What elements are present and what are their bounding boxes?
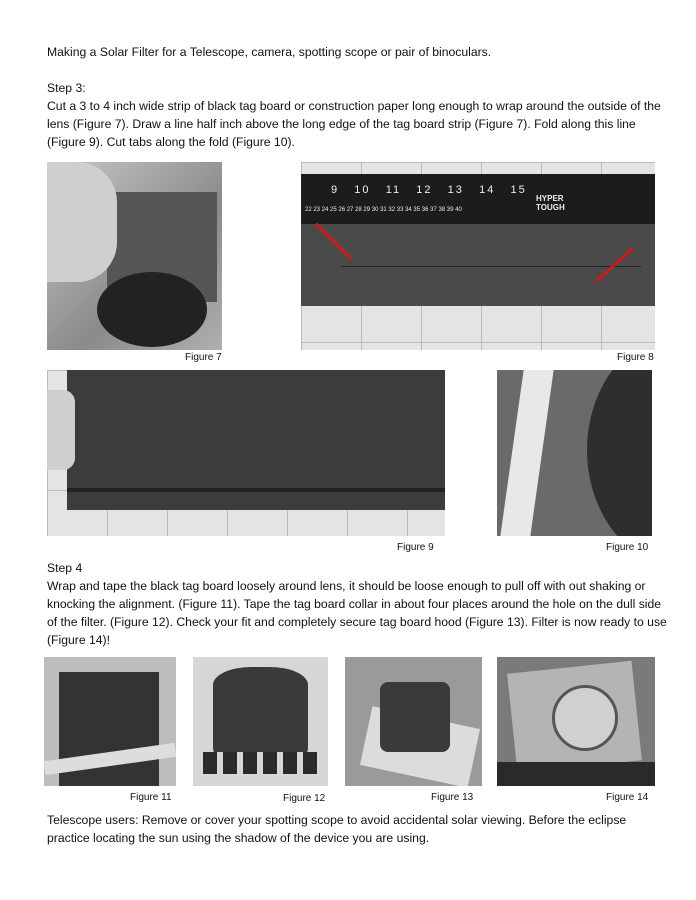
- figure-7-caption: Figure 7: [185, 352, 222, 363]
- ruler-cm-marks: 22 23 24 25 26 27 28 29 30 31 32 33 34 35 36 37 38 39 40: [305, 207, 462, 213]
- figure-11-image: [44, 657, 176, 786]
- step3-heading: Step 3:: [47, 81, 86, 95]
- figure-10-image: [497, 370, 652, 536]
- figure-11-caption: Figure 11: [130, 792, 172, 803]
- telescope-note: Telescope users: Remove or cover your spotting scope to avoid accidental solar viewing. Before the eclipse practice locating the sun using the shadow of the device you are using.: [47, 813, 627, 845]
- figure-9-caption: Figure 9: [397, 542, 434, 553]
- figure-12-image: [193, 657, 328, 786]
- figure-14-caption: Figure 14: [606, 792, 649, 803]
- figure-8-image: [301, 162, 655, 350]
- figure-10-caption: Figure 10: [606, 542, 649, 553]
- document-title: Making a Solar Filter for a Telescope, camera, spotting scope or pair of binoculars.: [47, 45, 492, 59]
- figure-12-caption: Figure 12: [283, 793, 326, 804]
- figure-9-image: [47, 370, 445, 536]
- figure-14-image: [497, 657, 655, 786]
- step4-body: Wrap and tape the black tag board loosely around lens, it should be loose enough to pull off with out shaking or knocking the alignment. (Figure 11). Tape the tag board collar in about four places around the hole on the dull side of the filter. (Figure 12). Check your fit and completely secure tag board hood (Figure 13). Filter is now ready to use (Figure 14)!: [47, 579, 667, 647]
- figure-8-caption: Figure 8: [617, 352, 654, 363]
- ruler-brand: HYPER TOUGH: [536, 194, 565, 212]
- figure-13-caption: Figure 13: [431, 792, 474, 803]
- figure-13-image: [345, 657, 482, 786]
- step3-body: Cut a 3 to 4 inch wide strip of black tag board or construction paper long enough to wrap around the outside of the lens (Figure 7). Draw a line half inch above the long edge of the tag board strip (Figure 7). Fold along this line (Figure 9). Cut tabs along the fold (Figure 10).: [47, 99, 661, 149]
- ruler-inch-marks: 9 10 11 12 13 14 15: [331, 184, 527, 196]
- figure-7-image: [47, 162, 222, 350]
- step4-heading: Step 4: [47, 561, 83, 575]
